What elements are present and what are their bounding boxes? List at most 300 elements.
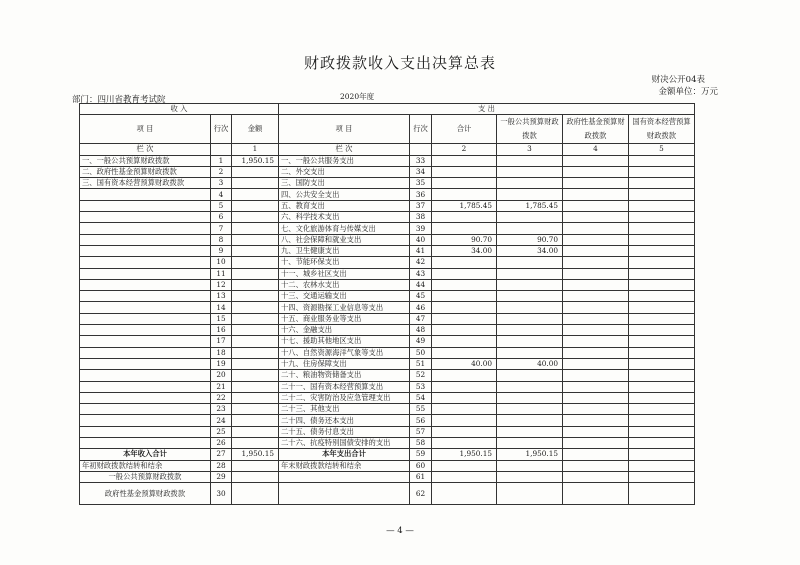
general-budget-amount — [497, 313, 563, 324]
income-line-no: 24 — [211, 415, 232, 426]
income-item — [80, 279, 211, 290]
state-capital-amount — [629, 291, 695, 302]
state-capital-amount — [629, 257, 695, 268]
expense-total — [432, 325, 497, 336]
income-line-no: 11 — [211, 268, 232, 279]
table-row — [80, 178, 695, 189]
expense-item: 十、节能环保支出 — [279, 257, 410, 268]
expense-group-header: 支 出 — [279, 104, 695, 115]
income-amount: 1,950.15 — [232, 449, 279, 460]
income-amount — [232, 200, 279, 211]
expense-item: 二十三、其他支出 — [279, 404, 410, 415]
gov-fund-amount — [563, 302, 629, 313]
income-item — [80, 426, 211, 437]
general-budget-amount — [497, 370, 563, 381]
general-budget-amount — [497, 347, 563, 358]
income-amount — [232, 189, 279, 200]
general-budget-amount — [497, 212, 563, 223]
table-row — [80, 426, 695, 437]
expense-total: 34.00 — [432, 245, 497, 256]
state-capital-amount — [629, 404, 695, 415]
expense-item: 十四、资源勘探工业信息等支出 — [279, 302, 410, 313]
income-amount — [232, 392, 279, 403]
expense-line-no: 58 — [410, 438, 432, 449]
income-line-no: 19 — [211, 358, 232, 369]
income-item — [80, 438, 211, 449]
state-capital-amount — [629, 302, 695, 313]
income-line-no: 7 — [211, 223, 232, 234]
gov-fund-amount — [563, 415, 629, 426]
income-line-no: 28 — [211, 460, 232, 471]
expense-total — [432, 426, 497, 437]
general-budget-amount — [497, 291, 563, 302]
income-line-no: 8 — [211, 234, 232, 245]
gov-fund-amount — [563, 313, 629, 324]
income-item — [80, 404, 211, 415]
state-capital-amount — [629, 268, 695, 279]
state-capital-amount — [629, 234, 695, 245]
general-budget-amount — [497, 415, 563, 426]
expense-line-no: 59 — [410, 449, 432, 460]
gov-fund-amount — [563, 223, 629, 234]
expense-line-no: 48 — [410, 325, 432, 336]
income-amount — [232, 370, 279, 381]
income-amount — [232, 426, 279, 437]
income-amount — [232, 404, 279, 415]
income-amount — [232, 381, 279, 392]
expense-total — [432, 279, 497, 290]
income-line-no: 6 — [211, 212, 232, 223]
expense-line-no: 46 — [410, 302, 432, 313]
income-amount — [232, 313, 279, 324]
state-capital-amount — [629, 449, 695, 460]
column-index: 3 — [497, 144, 563, 155]
table-row — [80, 415, 695, 426]
general-budget-amount — [497, 166, 563, 177]
income-line-no: 13 — [211, 291, 232, 302]
income-amount — [232, 268, 279, 279]
income-line-no: 27 — [211, 449, 232, 460]
state-capital-amount — [629, 460, 695, 471]
table-row — [80, 268, 695, 279]
table-row — [80, 245, 695, 256]
gov-fund-amount — [563, 212, 629, 223]
general-budget-amount — [497, 302, 563, 313]
income-amount — [232, 212, 279, 223]
state-capital-amount — [629, 358, 695, 369]
state-capital-amount — [629, 200, 695, 211]
income-line-no: 2 — [211, 166, 232, 177]
state-capital-amount — [629, 415, 695, 426]
gov-fund-amount — [563, 381, 629, 392]
income-amount — [232, 291, 279, 302]
state-capital-header: 国有资本经营预算财政拨款 — [629, 115, 695, 144]
expense-total — [432, 257, 497, 268]
gov-fund-amount — [563, 438, 629, 449]
table-row — [80, 449, 695, 460]
expense-item: 二十四、债务还本支出 — [279, 415, 410, 426]
expense-line-no: 35 — [410, 178, 432, 189]
income-item — [80, 245, 211, 256]
gov-fund-amount — [563, 189, 629, 200]
income-item-header: 项 目 — [80, 115, 211, 144]
income-amount-header: 金额 — [232, 115, 279, 144]
expense-line-no: 39 — [410, 223, 432, 234]
gov-fund-amount — [563, 257, 629, 268]
state-capital-amount — [629, 336, 695, 347]
table-row — [80, 325, 695, 336]
state-capital-amount — [629, 426, 695, 437]
expense-item: 二十五、债务付息支出 — [279, 426, 410, 437]
gov-fund-amount — [563, 449, 629, 460]
general-budget-amount: 1,950.15 — [497, 449, 563, 460]
expense-line-no: 53 — [410, 381, 432, 392]
expense-total — [432, 404, 497, 415]
table-row — [80, 460, 695, 471]
expense-total — [432, 178, 497, 189]
expense-total: 40.00 — [432, 358, 497, 369]
column-index: 1 — [232, 144, 279, 155]
table-row — [80, 336, 695, 347]
income-line-no: 1 — [211, 155, 232, 166]
expense-line-no: 56 — [410, 415, 432, 426]
state-capital-amount — [629, 279, 695, 290]
expense-total — [432, 212, 497, 223]
income-group-header: 收 入 — [80, 104, 279, 115]
income-line-no: 23 — [211, 404, 232, 415]
expense-line-no: 52 — [410, 370, 432, 381]
income-amount — [232, 347, 279, 358]
table-row — [80, 347, 695, 358]
gov-fund-amount — [563, 347, 629, 358]
amount-unit: 金额单位：万元 — [658, 87, 718, 97]
state-capital-amount — [629, 166, 695, 177]
column-index: 2 — [432, 144, 497, 155]
income-amount — [232, 336, 279, 347]
expense-total — [432, 189, 497, 200]
expense-item: 五、教育支出 — [279, 200, 410, 211]
expense-item: 十九、住房保障支出 — [279, 358, 410, 369]
income-line-no: 16 — [211, 325, 232, 336]
income-item — [80, 313, 211, 324]
income-line-no: 22 — [211, 392, 232, 403]
expense-line-no: 47 — [410, 313, 432, 324]
expense-item: 二十二、灾害防治及应急管理支出 — [279, 392, 410, 403]
expense-item: 六、科学技术支出 — [279, 212, 410, 223]
state-capital-amount — [629, 370, 695, 381]
table-row — [80, 155, 695, 166]
income-item — [80, 223, 211, 234]
income-item — [80, 381, 211, 392]
tail-row-29-no: 29 — [211, 471, 232, 482]
expense-total — [432, 223, 497, 234]
gov-fund-amount — [563, 268, 629, 279]
expense-total — [432, 302, 497, 313]
income-item: 一、一般公共预算财政拨款 — [80, 155, 211, 166]
income-amount — [232, 166, 279, 177]
expense-item: 八、社会保障和就业支出 — [279, 234, 410, 245]
income-amount — [232, 223, 279, 234]
income-line-no: 14 — [211, 302, 232, 313]
state-capital-amount — [629, 392, 695, 403]
general-budget-amount — [497, 257, 563, 268]
table-row — [80, 223, 695, 234]
income-item — [80, 212, 211, 223]
gov-fund-amount — [563, 325, 629, 336]
gov-fund-amount — [563, 234, 629, 245]
income-amount — [232, 302, 279, 313]
income-amount — [232, 358, 279, 369]
fiscal-year: 2020年度 — [340, 92, 375, 101]
expense-line-no: 42 — [410, 257, 432, 268]
gov-fund-header: 政府性基金预算财政拨款 — [563, 115, 629, 144]
expense-total — [432, 392, 497, 403]
expense-total — [432, 155, 497, 166]
expense-line-no: 36 — [410, 189, 432, 200]
income-item — [80, 336, 211, 347]
state-capital-amount — [629, 178, 695, 189]
gov-fund-amount — [563, 279, 629, 290]
income-item — [80, 200, 211, 211]
tail-row-30-item: 政府性基金预算财政拨款 — [80, 483, 211, 505]
income-item: 二、政府性基金预算财政拨款 — [80, 166, 211, 177]
expense-item-header: 项 目 — [279, 115, 410, 144]
expense-total — [432, 313, 497, 324]
expense-total: 1,950.15 — [432, 449, 497, 460]
expense-total — [432, 460, 497, 471]
gov-fund-amount — [563, 370, 629, 381]
general-budget-amount — [497, 336, 563, 347]
table-row — [80, 392, 695, 403]
expense-line-no: 44 — [410, 279, 432, 290]
income-line-no: 18 — [211, 347, 232, 358]
expense-line-no: 51 — [410, 358, 432, 369]
gov-fund-amount — [563, 166, 629, 177]
general-budget-amount: 1,785.45 — [497, 200, 563, 211]
table-row — [80, 257, 695, 268]
gov-fund-amount — [563, 155, 629, 166]
expense-item: 二、外交支出 — [279, 166, 410, 177]
expense-item: 一、一般公共服务支出 — [279, 155, 410, 166]
general-budget-amount — [497, 223, 563, 234]
form-number: 财决公开04表 — [651, 75, 705, 85]
gov-fund-amount — [563, 200, 629, 211]
state-capital-amount — [629, 347, 695, 358]
expense-total — [432, 336, 497, 347]
expense-item: 十三、交通运输支出 — [279, 291, 410, 302]
general-budget-amount — [497, 404, 563, 415]
gov-fund-amount — [563, 426, 629, 437]
income-amount — [232, 279, 279, 290]
state-capital-amount — [629, 438, 695, 449]
total-header: 合计 — [432, 115, 497, 144]
expense-item: 十八、自然资源海洋气象等支出 — [279, 347, 410, 358]
state-capital-amount — [629, 155, 695, 166]
table-row — [80, 166, 695, 177]
income-amount — [232, 415, 279, 426]
tail-row-29-item: 一般公共预算财政拨款 — [80, 471, 211, 482]
general-budget-amount — [497, 460, 563, 471]
income-item — [80, 189, 211, 200]
state-capital-amount — [629, 381, 695, 392]
income-line-no: 21 — [211, 381, 232, 392]
table-row — [80, 234, 695, 245]
expense-item: 二十、粮油物资储备支出 — [279, 370, 410, 381]
income-line-no: 17 — [211, 336, 232, 347]
expense-total: 1,785.45 — [432, 200, 497, 211]
expense-total — [432, 415, 497, 426]
general-budget-amount: 40.00 — [497, 358, 563, 369]
income-line-no: 25 — [211, 426, 232, 437]
income-line-no: 26 — [211, 438, 232, 449]
general-budget-amount — [497, 426, 563, 437]
income-item — [80, 234, 211, 245]
general-budget-amount: 34.00 — [497, 245, 563, 256]
income-item — [80, 268, 211, 279]
income-line-no: 15 — [211, 313, 232, 324]
expense-line-no: 40 — [410, 234, 432, 245]
expense-item: 四、公共安全支出 — [279, 189, 410, 200]
general-budget-amount — [497, 325, 563, 336]
income-amount — [232, 178, 279, 189]
income-item: 年初财政拨款结转和结余 — [80, 460, 211, 471]
income-item — [80, 392, 211, 403]
gov-fund-amount — [563, 336, 629, 347]
expense-item: 本年支出合计 — [279, 449, 410, 460]
expense-line-no: 55 — [410, 404, 432, 415]
expense-item: 十六、金融支出 — [279, 325, 410, 336]
income-amount — [232, 234, 279, 245]
table-row — [80, 370, 695, 381]
expense-total — [432, 381, 497, 392]
expense-line-no: 34 — [410, 166, 432, 177]
state-capital-amount — [629, 325, 695, 336]
income-line-no-header: 行次 — [211, 115, 232, 144]
state-capital-amount — [629, 189, 695, 200]
expense-line-no: 50 — [410, 347, 432, 358]
gov-fund-amount — [563, 392, 629, 403]
income-item — [80, 347, 211, 358]
tail-row-30-no: 30 — [211, 483, 232, 505]
expense-item: 九、卫生健康支出 — [279, 245, 410, 256]
income-line-no: 9 — [211, 245, 232, 256]
income-amount: 1,950.15 — [232, 155, 279, 166]
expense-item: 二十一、国有资本经营预算支出 — [279, 381, 410, 392]
gov-fund-amount — [563, 358, 629, 369]
income-item — [80, 325, 211, 336]
table-row — [80, 200, 695, 211]
expense-item: 十二、农林水支出 — [279, 279, 410, 290]
expense-item: 年末财政拨款结转和结余 — [279, 460, 410, 471]
income-item — [80, 358, 211, 369]
expense-total: 90.70 — [432, 234, 497, 245]
income-item — [80, 370, 211, 381]
tail-row-62-no: 62 — [410, 483, 432, 505]
general-budget-amount — [497, 381, 563, 392]
income-line-no: 4 — [211, 189, 232, 200]
income-line-no: 12 — [211, 279, 232, 290]
final-accounts-table — [79, 103, 695, 505]
state-capital-amount — [629, 245, 695, 256]
general-budget-amount — [497, 438, 563, 449]
table-row — [80, 404, 695, 415]
gov-fund-amount — [563, 245, 629, 256]
general-budget-amount — [497, 279, 563, 290]
expense-line-no: 49 — [410, 336, 432, 347]
general-budget-amount — [497, 178, 563, 189]
expense-item: 三、国防支出 — [279, 178, 410, 189]
table-row — [80, 291, 695, 302]
state-capital-amount — [629, 223, 695, 234]
general-budget-amount: 90.70 — [497, 234, 563, 245]
general-budget-amount — [497, 155, 563, 166]
income-item — [80, 291, 211, 302]
report-title: 财政拨款收入支出决算总表 — [303, 54, 496, 72]
income-amount — [232, 325, 279, 336]
general-budget-amount — [497, 189, 563, 200]
expense-total — [432, 370, 497, 381]
column-index: 4 — [563, 144, 629, 155]
expense-item: 十七、援助其他地区支出 — [279, 336, 410, 347]
expense-total — [432, 438, 497, 449]
table-row — [80, 189, 695, 200]
column-index: 5 — [629, 144, 695, 155]
gov-fund-amount — [563, 404, 629, 415]
table-row — [80, 381, 695, 392]
expense-total — [432, 268, 497, 279]
expense-total — [432, 166, 497, 177]
table-row — [80, 302, 695, 313]
income-line-no: 20 — [211, 370, 232, 381]
state-capital-amount — [629, 212, 695, 223]
income-amount — [232, 460, 279, 471]
gov-fund-amount — [563, 460, 629, 471]
general-budget-amount — [497, 392, 563, 403]
gov-fund-amount — [563, 178, 629, 189]
expense-item: 七、文化旅游体育与传媒支出 — [279, 223, 410, 234]
expense-line-no: 41 — [410, 245, 432, 256]
income-line-no: 5 — [211, 200, 232, 211]
income-item — [80, 302, 211, 313]
general-budget-header: 一般公共预算财政拨款 — [497, 115, 563, 144]
department-name: 部门：四川省教育考试院 — [72, 95, 166, 105]
income-amount — [232, 257, 279, 268]
general-budget-amount — [497, 268, 563, 279]
expense-item: 十一、城乡社区支出 — [279, 268, 410, 279]
expense-item: 二十六、抗疫特别国债安排的支出 — [279, 438, 410, 449]
table-row — [80, 358, 695, 369]
tail-row-61-no: 61 — [410, 471, 432, 482]
table-row — [80, 279, 695, 290]
page-number: — 4 — — [386, 526, 414, 536]
expense-item: 十五、商业服务业等支出 — [279, 313, 410, 324]
expense-total — [432, 347, 497, 358]
income-amount — [232, 438, 279, 449]
income-item — [80, 415, 211, 426]
table-row — [80, 438, 695, 449]
expense-line-no: 54 — [410, 392, 432, 403]
income-line-no: 3 — [211, 178, 232, 189]
income-item: 三、国有资本经营预算财政拨款 — [80, 178, 211, 189]
expense-line-no: 37 — [410, 200, 432, 211]
expense-line-no: 45 — [410, 291, 432, 302]
expense-line-no: 57 — [410, 426, 432, 437]
table-row — [80, 313, 695, 324]
state-capital-amount — [629, 313, 695, 324]
income-item: 本年收入合计 — [80, 449, 211, 460]
table-row — [80, 212, 695, 223]
income-line-no: 10 — [211, 257, 232, 268]
